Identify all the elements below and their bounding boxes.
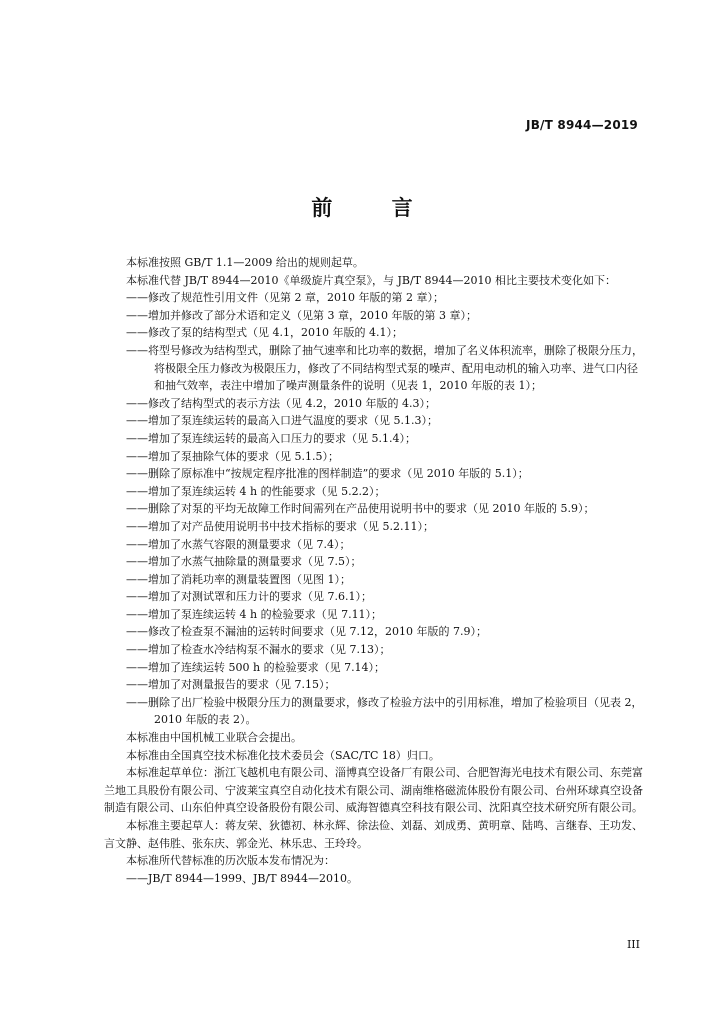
changes-list xyxy=(104,289,644,729)
list-item: ——删除了对泵的平均无故障工作时间需列在产品使用说明书中的要求（见 2010 年版的 5.9）； xyxy=(126,502,595,516)
page-title: 前 言 xyxy=(311,196,439,220)
drafters: 本标准主要起草人：蒋友荣、狄德初、林永辉、徐法俭、刘磊、刘成勇、黄明章、陆鸣、言继春、王功发、言文静、赵伟胜、张东庆、郭金光、林乐忠、王玲玲。 xyxy=(104,819,643,850)
list-item: ——修改了结构型式的表示方法（见 4.2，2010 年版的 4.3）； xyxy=(126,396,436,410)
intro-paragraph: 本标准按照 GB/T 1.1—2009 给出的规则起草。 xyxy=(126,256,364,269)
closing-paragraph: 本标准所代替标准的历次版本发布情况为： xyxy=(126,854,335,868)
list-item: ——增加了水蒸气抽除量的测量要求（见 7.5）； xyxy=(126,555,362,569)
list-item: ——增加了消耗功率的测量装置图（见图 1）； xyxy=(126,572,351,586)
foreword-body xyxy=(104,254,644,887)
list-item: ——修改了泵的结构型式（见 4.1，2010 年版的 4.1）； xyxy=(126,326,403,340)
list-item: ——增加了泵连续运转的最高入口压力的要求（见 5.1.4）； xyxy=(126,431,416,445)
page-number: III xyxy=(626,938,640,951)
closing-paragraph: 本标准由全国真空技术标准化技术委员会（SAC/TC 18）归口。 xyxy=(126,748,440,762)
list-item: ——将型号修改为结构型式，删除了抽气速率和比功率的数据，增加了名义体积流率，删除了极限分压力，将极限全压力修改为极限压力，修改了不同结构型式泵的噪声、配用电动机的输入功率、进气口内径和抽气效率，表注中增加了噪声测量条件的说明（见表 1，2010 年版的表 1）； xyxy=(126,343,643,393)
list-item: ——增加了水蒸气容限的测量要求（见 7.4）； xyxy=(126,537,351,551)
list-item: ——删除了出厂检验中极限分压力的测量要求，修改了检验方法中的引用标准，增加了检验项目（见表 2，2010 年版的表 2）。 xyxy=(126,695,643,727)
list-item: ——增加并修改了部分术语和定义（见第 3 章，2010 年版的第 3 章）； xyxy=(126,308,477,322)
list-item: ——增加了泵连续运转 4 h 的检验要求（见 7.11）； xyxy=(126,607,383,621)
list-item: ——增加了检查水冷结构泵不漏水的要求（见 7.13）； xyxy=(126,643,391,657)
intro-paragraph: 本标准代替 JB/T 8944—2010《单级旋片真空泵》，与 JB/T 8944—2010 相比主要技术变化如下： xyxy=(126,273,617,287)
list-item: ——修改了检查泵不漏油的运转时间要求（见 7.12，2010 年版的 7.9）； xyxy=(126,625,487,639)
list-item: ——增加了泵抽除气体的要求（见 5.1.5）； xyxy=(126,449,339,463)
drafting-units: 本标准起草单位：浙江飞越机电有限公司、淄博真空设备厂有限公司、合肥智海光电技术有限公司、东莞富兰地工具股份有限公司、宁波莱宝真空自动化技术有限公司、湖南维格磁流体股份有限公司、台州环球真空设备制造有限公司、山东伯仲真空设备股份有限公司、威海智德真空科技有限公司、沈阳真空技术研究所有限公司。 xyxy=(104,766,643,815)
list-item: ——增加了泵连续运转的最高入口进气温度的要求（见 5.1.3）； xyxy=(126,414,438,428)
list-item: ——修改了规范性引用文件（见第 2 章，2010 年版的第 2 章）； xyxy=(126,291,444,305)
list-item: ——增加了对产品使用说明书中技术指标的要求（见 5.2.11）； xyxy=(126,519,434,533)
list-item: ——增加了连续运转 500 h 的检验要求（见 7.14）； xyxy=(126,660,386,674)
history-item: ——JB/T 8944—1999、JB/T 8944—2010。 xyxy=(126,871,359,885)
list-item: ——增加了对测试罩和压力计的要求（见 7.6.1）； xyxy=(126,590,372,604)
list-item: ——删除了原标准中“按规定程序批准的图样制造”的要求（见 2010 年版的 5.1）； xyxy=(126,467,529,481)
closing-paragraph: 本标准由中国机械工业联合会提出。 xyxy=(126,731,302,745)
list-item: ——增加了泵连续运转 4 h 的性能要求（见 5.2.2）； xyxy=(126,484,386,498)
standard-code: JB/T 8944—2019 xyxy=(526,118,638,132)
list-item: ——增加了对测量报告的要求（见 7.15）； xyxy=(126,678,336,692)
